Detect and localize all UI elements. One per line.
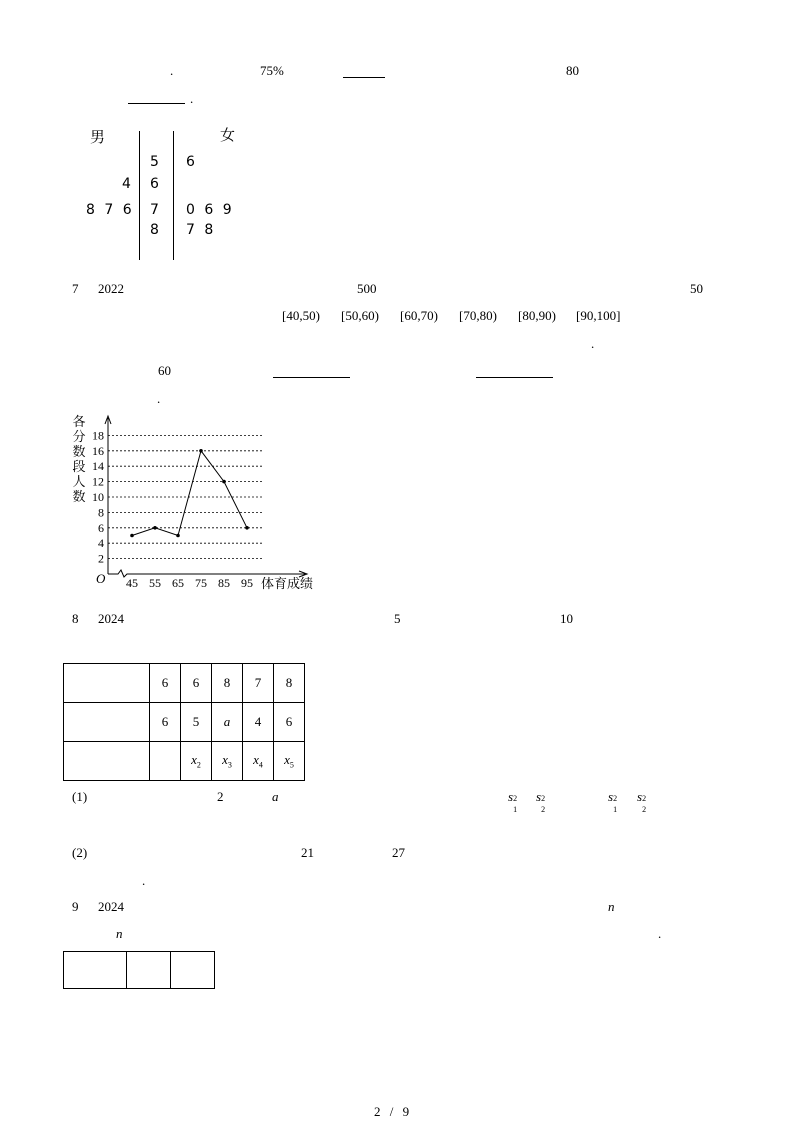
table-cell — [181, 742, 212, 781]
table-cell: 6 — [181, 664, 212, 703]
table-cell: 8 — [212, 664, 243, 703]
table-cell — [243, 742, 274, 781]
y-tick-label: 10 — [92, 490, 104, 504]
data-point — [130, 534, 134, 538]
data-table — [63, 663, 305, 781]
answer-blank — [476, 377, 553, 378]
stem-value: 8 — [150, 222, 159, 238]
leaf-left: 8 7 6 — [86, 202, 132, 218]
table-cell: 6 — [150, 703, 181, 742]
table-cell: 6 — [150, 664, 181, 703]
q8-period: . — [142, 873, 146, 888]
variable-x: x — [222, 752, 228, 768]
y-axis-label-char: 段 — [72, 460, 86, 475]
table-cell: a — [212, 703, 243, 742]
interval: [80,90) — [518, 308, 556, 323]
interval: [50,60) — [341, 308, 379, 323]
table-row — [64, 952, 215, 989]
top-period-2: . — [190, 91, 194, 106]
x-tick-label: 65 — [172, 576, 184, 590]
y-axis-label-char: 人 — [72, 475, 86, 490]
question-number: 8 — [72, 611, 79, 626]
y-tick-label: 16 — [92, 443, 104, 458]
question-number: 9 — [72, 899, 79, 914]
top-percent: 75% — [260, 63, 284, 78]
question-year: 2022 — [98, 281, 124, 296]
number-5: 5 — [394, 611, 401, 626]
interval: [40,50) — [282, 308, 320, 323]
leaf-right: 0 6 9 — [186, 202, 232, 218]
table-cell: 4 — [243, 703, 274, 742]
answer-blank — [128, 103, 185, 104]
q9-period: . — [658, 926, 662, 941]
table-cell — [64, 742, 150, 781]
x-tick-label: 75 — [195, 576, 207, 590]
y-tick-label: 18 — [92, 428, 104, 443]
table-cell — [127, 952, 171, 989]
part-label: (1) — [72, 789, 88, 804]
leaf-right: 7 8 — [186, 222, 214, 238]
x-tick-label: 55 — [149, 576, 161, 590]
question-year: 2024 — [98, 611, 124, 626]
leaf-left: 4 — [122, 176, 131, 192]
table-cell — [64, 952, 127, 989]
top-period: . — [170, 63, 174, 78]
y-axis-label-char: 分 — [72, 430, 86, 445]
table-row — [64, 703, 305, 742]
y-axis-label-char: 数 — [72, 490, 86, 505]
y-tick-label: 6 — [98, 520, 104, 535]
stem-value: 5 — [150, 154, 159, 170]
number-2: 2 — [217, 789, 224, 804]
table-cell — [171, 952, 215, 989]
table-cell: 6 — [274, 703, 305, 742]
leaf-right: 6 — [186, 154, 195, 170]
variable-x: x — [253, 752, 259, 768]
interval: [60,70) — [400, 308, 438, 323]
q9-table — [63, 951, 215, 989]
data-point — [222, 480, 226, 484]
interval: [70,80) — [459, 308, 497, 323]
number-50: 50 — [690, 281, 703, 296]
table-cell: 5 — [181, 703, 212, 742]
page-number: 2 / 9 — [374, 1104, 410, 1119]
subscript: 5 — [289, 760, 294, 770]
variable-n: n — [116, 926, 123, 941]
table-cell — [274, 742, 305, 781]
subscript: 4 — [258, 760, 263, 770]
data-point — [245, 526, 249, 530]
number-10: 10 — [560, 611, 573, 626]
q7-period-2: . — [157, 391, 161, 406]
table-cell: 8 — [274, 664, 305, 703]
variable-n: n — [608, 899, 615, 914]
table-row — [64, 742, 305, 781]
variable-a: a — [272, 789, 279, 804]
frequency-line-chart — [60, 410, 340, 595]
y-tick-label: 12 — [92, 474, 104, 489]
variable-x: x — [191, 752, 197, 768]
table-cell — [64, 703, 150, 742]
stem-left-line — [139, 131, 140, 260]
series-line — [132, 451, 247, 536]
variance-s2: s 2 2 — [536, 789, 546, 814]
answer-blank — [343, 77, 385, 78]
y-tick-label: 2 — [98, 551, 104, 566]
table-cell — [150, 742, 181, 781]
data-point — [176, 534, 180, 538]
interval: [90,100] — [576, 308, 621, 323]
table-row — [64, 664, 305, 703]
origin-label: O — [96, 571, 106, 586]
y-axis-label-char: 数 — [72, 445, 86, 460]
header-male: 男 — [90, 128, 106, 146]
table-cell — [212, 742, 243, 781]
variance-s1: s 2 1 — [608, 789, 618, 814]
number-60: 60 — [158, 363, 171, 378]
question-number: 7 — [72, 281, 79, 296]
stem-value: 7 — [150, 202, 159, 218]
number-21: 21 — [301, 845, 314, 860]
data-point — [199, 449, 203, 453]
x-tick-label: 85 — [218, 576, 230, 590]
table-cell: 7 — [243, 664, 274, 703]
question-year: 2024 — [98, 899, 124, 914]
data-point — [153, 526, 157, 530]
x-tick-label: 95 — [241, 576, 253, 590]
subscript: 2 — [196, 760, 201, 770]
number-500: 500 — [357, 281, 377, 296]
stem-value: 6 — [150, 176, 159, 192]
variance-s1: s 2 1 — [508, 789, 518, 814]
variance-s2: s 2 2 — [637, 789, 647, 814]
table-cell — [64, 664, 150, 703]
y-tick-label: 14 — [92, 459, 104, 474]
answer-blank — [273, 377, 350, 378]
q7-period: . — [591, 336, 595, 351]
part-label: (2) — [72, 845, 88, 860]
y-axis-label-char: 各 — [72, 415, 86, 430]
stem-right-line — [173, 131, 174, 260]
variable-x: x — [284, 752, 290, 768]
y-tick-label: 8 — [98, 505, 104, 520]
number-27: 27 — [392, 845, 405, 860]
subscript: 3 — [227, 760, 232, 770]
y-tick-label: 4 — [98, 536, 104, 551]
top-number-80: 80 — [566, 63, 579, 78]
x-axis-label: 体育成绩 — [261, 577, 314, 592]
header-female: 女 — [220, 126, 236, 144]
x-tick-label: 45 — [126, 576, 138, 590]
